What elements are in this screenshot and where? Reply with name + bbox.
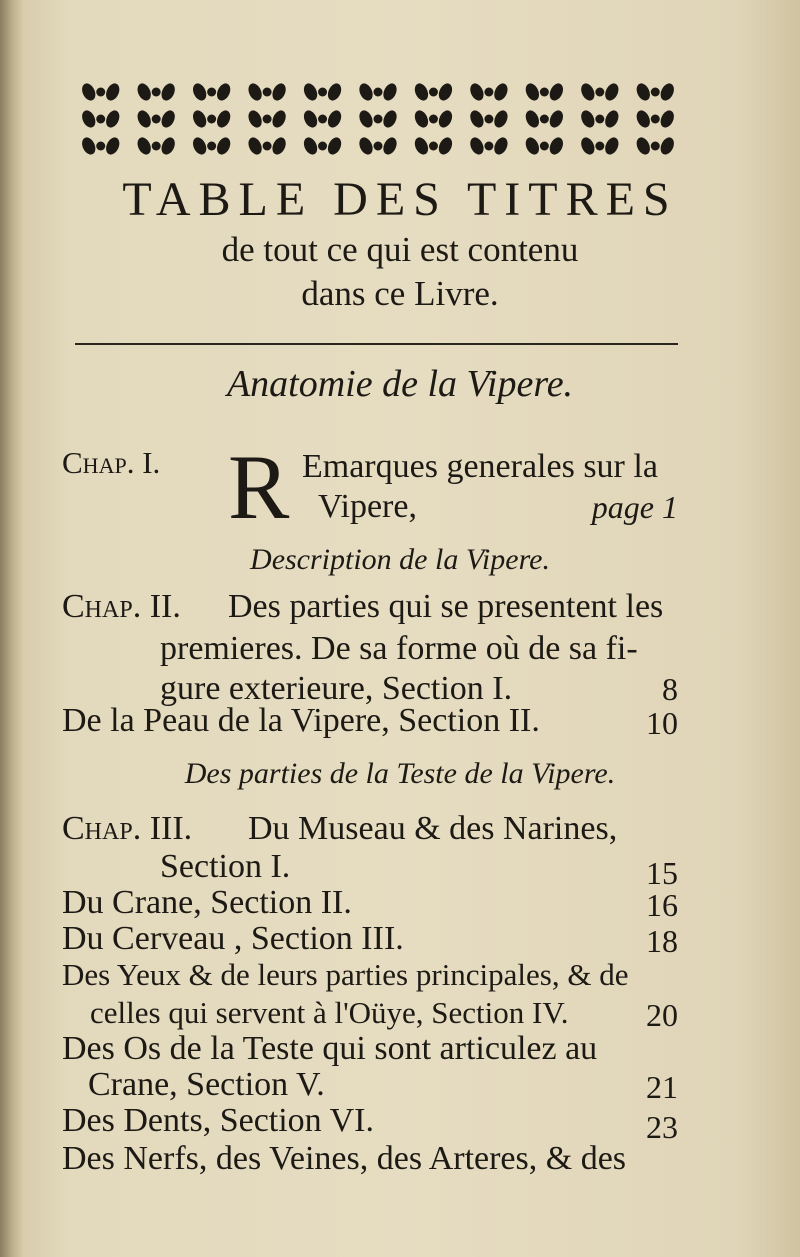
fleuron-bud [651, 142, 660, 151]
fleuron-bud [484, 142, 493, 151]
fleuron-leaf [270, 108, 288, 129]
chapter-2-line-4: De la Peau de la Vipere, Section II. [62, 702, 540, 739]
fleuron-bud [595, 88, 604, 97]
chapter-3-line-2: Section I. [160, 848, 291, 885]
fleuron-leaf [579, 135, 597, 156]
chapter-3-line-9: Des Dents, Section VI. [62, 1102, 374, 1139]
fleuron-leaf [468, 108, 486, 129]
fleuron-leaf [381, 135, 399, 156]
fleuron-bud [484, 115, 493, 124]
fleuron-leaf [325, 81, 343, 102]
fleuron-leaf [159, 108, 177, 129]
fleuron-leaf [381, 108, 399, 129]
fleuron-bud [152, 88, 161, 97]
fleuron-leaf [214, 135, 232, 156]
chapter-1-line-1: Emarques generales sur la [302, 448, 658, 485]
fleuron-leaf [492, 81, 510, 102]
fleuron-leaf [634, 108, 652, 129]
fleuron-bud [374, 142, 383, 151]
horizontal-rule [75, 343, 678, 345]
fleuron-bud [651, 115, 660, 124]
fleuron-leaf [579, 108, 597, 129]
fleuron-leaf [436, 108, 454, 129]
drop-cap: R [228, 436, 290, 538]
chapter-2-label: Chap. II. [62, 588, 181, 625]
fleuron-leaf [412, 108, 430, 129]
chapter-3-page-6: 23 [646, 1109, 678, 1145]
chapter-3-line-7: Des Os de la Teste qui sont articulez au [62, 1030, 598, 1067]
chapter-3-line-10: Des Nerfs, des Veines, des Arteres, & des [62, 1140, 627, 1177]
fleuron-leaf [436, 81, 454, 102]
fleuron-leaf [214, 81, 232, 102]
fleuron-leaf [547, 81, 565, 102]
chapter-2-line-1: Des parties qui se presentent les [228, 588, 664, 625]
fleuron-leaf [103, 135, 121, 156]
fleuron-leaf [325, 108, 343, 129]
fleuron-leaf [357, 108, 375, 129]
fleuron-bud [152, 142, 161, 151]
heading-description: Description de la Vipere. [250, 543, 550, 576]
fleuron-leaf [381, 81, 399, 102]
fleuron-bud [429, 115, 438, 124]
fleuron-bud [374, 115, 383, 124]
fleuron-leaf [634, 135, 652, 156]
fleuron-bud [96, 88, 105, 97]
fleuron-bud [318, 115, 327, 124]
chapter-3-label: Chap. III. [62, 810, 193, 847]
fleuron-bud [263, 142, 272, 151]
fleuron-bud [318, 88, 327, 97]
fleuron-leaf [190, 108, 208, 129]
fleuron-leaf [492, 135, 510, 156]
fleuron-leaf [412, 81, 430, 102]
fleuron-bud [96, 142, 105, 151]
fleuron-leaf [135, 108, 153, 129]
chapter-3-page-1: 15 [646, 855, 678, 891]
subtitle-line-2: dans ce Livre. [301, 274, 499, 313]
fleuron-leaf [301, 135, 319, 156]
fleuron-bud [263, 88, 272, 97]
fleuron-bud [651, 88, 660, 97]
fleuron-bud [152, 115, 161, 124]
fleuron-bud [540, 88, 549, 97]
heading-teste: Des parties de la Teste de la Vipere. [184, 757, 616, 790]
fleuron-leaf [523, 81, 541, 102]
fleuron-leaf [658, 108, 676, 129]
chapter-3-line-6: celles qui servent à l'Oüye, Section IV. [90, 995, 569, 1030]
fleuron-leaf [468, 81, 486, 102]
fleuron-leaf [523, 135, 541, 156]
fleuron-leaf [492, 108, 510, 129]
fleuron-leaf [301, 108, 319, 129]
fleuron-bud [595, 115, 604, 124]
fleuron-leaf [103, 108, 121, 129]
fleuron-bud [207, 115, 216, 124]
fleuron-bud [207, 88, 216, 97]
chapter-3-page-4: 20 [646, 997, 678, 1033]
fleuron-leaf [468, 135, 486, 156]
fleuron-bud [207, 142, 216, 151]
fleuron-leaf [270, 81, 288, 102]
fleuron-leaf [214, 108, 232, 129]
fleuron-leaf [523, 108, 541, 129]
chapter-1-label: Chap. I. [62, 445, 161, 480]
fleuron-leaf [357, 135, 375, 156]
fleuron-leaf [603, 108, 621, 129]
fleuron-bud [96, 115, 105, 124]
fleuron-leaf [159, 81, 177, 102]
chapter-2-page-1: 8 [662, 671, 678, 707]
fleuron-leaf [357, 81, 375, 102]
chapter-3-line-8: Crane, Section V. [88, 1066, 325, 1103]
fleuron-bud [263, 115, 272, 124]
chapter-3-page-5: 21 [646, 1069, 678, 1105]
fleuron-leaf [270, 135, 288, 156]
chapter-3-line-4: Du Cerveau , Section III. [62, 920, 404, 957]
fleuron-bud [540, 115, 549, 124]
fleuron-leaf [246, 135, 264, 156]
chapter-1-page: page 1 [591, 489, 678, 525]
fleuron-leaf [135, 81, 153, 102]
subtitle-line-1: de tout ce qui est contenu [221, 230, 579, 269]
fleuron-bud [429, 88, 438, 97]
fleuron-leaf [603, 135, 621, 156]
chapter-2-page-2: 10 [646, 705, 678, 741]
fleuron-leaf [436, 135, 454, 156]
fleuron-bud [429, 142, 438, 151]
fleuron-bud [484, 88, 493, 97]
fleuron-leaf [190, 135, 208, 156]
chapter-3-line-1: Du Museau & des Narines, [248, 810, 618, 847]
fleuron-leaf [301, 81, 319, 102]
fleuron-leaf [103, 81, 121, 102]
fleuron-leaf [135, 135, 153, 156]
decorative-fleuron-band [73, 78, 683, 160]
fleuron-bud [595, 142, 604, 151]
fleuron-leaf [412, 135, 430, 156]
chapter-2-line-2: premieres. De sa forme où de sa fi- [160, 630, 638, 667]
fleuron-leaf [79, 81, 97, 102]
section-heading: Anatomie de la Vipere. [226, 363, 574, 405]
fleuron-leaf [79, 108, 97, 129]
fleuron-leaf [634, 81, 652, 102]
fleuron-leaf [658, 135, 676, 156]
chapter-2-line-3: gure exterieure, Section I. [160, 670, 513, 707]
fleuron-bud [540, 142, 549, 151]
fleuron-leaf [603, 81, 621, 102]
chapter-3-line-3: Du Crane, Section II. [62, 884, 352, 921]
fleuron-leaf [547, 108, 565, 129]
fleuron-leaf [658, 81, 676, 102]
chapter-3-page-2: 16 [646, 887, 678, 923]
fleuron-bud [318, 142, 327, 151]
fleuron-leaf [325, 135, 343, 156]
fleuron-leaf [579, 81, 597, 102]
fleuron-leaf [79, 135, 97, 156]
chapter-1-line-2: Vipere, [318, 488, 417, 525]
fleuron-leaf [246, 108, 264, 129]
fleuron-leaf [547, 135, 565, 156]
fleuron-leaf [159, 135, 177, 156]
fleuron-leaf [190, 81, 208, 102]
chapter-3-line-5: Des Yeux & de leurs parties principales, & de [62, 957, 629, 992]
fleuron-bud [374, 88, 383, 97]
chapter-3-page-3: 18 [646, 923, 678, 959]
page-title: TABLE DES TITRES [122, 173, 678, 226]
fleuron-leaf [246, 81, 264, 102]
